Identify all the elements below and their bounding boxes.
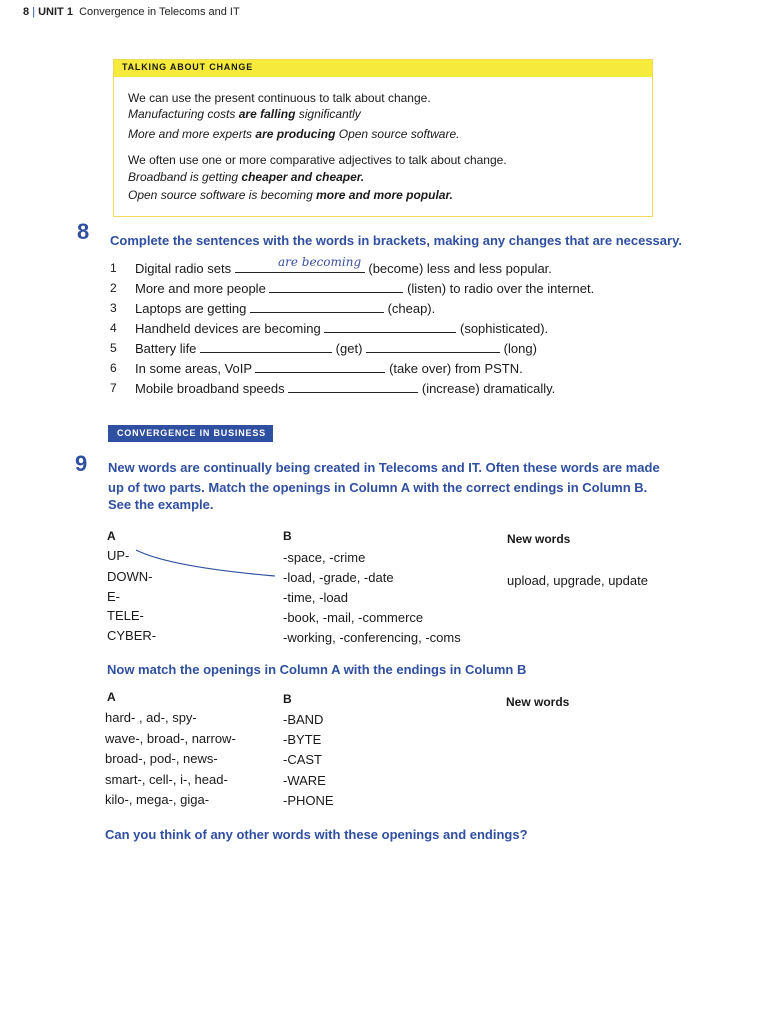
answer-blank[interactable] — [288, 380, 418, 393]
section-banner-label: CONVERGENCE IN BUSINESS — [117, 428, 266, 438]
column-b-item: -load, -grade, -date — [283, 570, 394, 585]
column-a-item: DOWN- — [107, 569, 153, 584]
ex1-part-c: significantly — [295, 107, 361, 121]
ex3-highlight: cheaper and cheaper. — [241, 170, 365, 184]
running-header — [23, 6, 240, 18]
column-a-item: smart-, cell-, i-, head- — [105, 772, 228, 787]
answer-blank[interactable] — [250, 300, 384, 313]
ex4-highlight: more and more popular. — [316, 188, 453, 202]
item-number: 6 — [110, 361, 117, 375]
item-text: In some areas, VoIP — [135, 361, 252, 376]
item-text: More and more people — [135, 281, 266, 296]
column-b-item: -space, -crime — [283, 550, 366, 565]
answer-blank[interactable] — [200, 340, 332, 353]
example-answer: are becoming — [278, 255, 362, 269]
column-a-header: A — [107, 529, 116, 543]
item-hint: (become) less and less popular. — [368, 261, 552, 276]
ex1-part-a: Manufacturing costs — [128, 107, 239, 121]
ex2-part-c: Open source software. — [335, 127, 460, 141]
column-a-item: broad-, pod-, news- — [105, 751, 218, 766]
item-number: 3 — [110, 301, 117, 315]
item-number: 1 — [110, 261, 117, 275]
column-a-item: kilo-, mega-, giga- — [105, 792, 210, 807]
item-hint: (take over) from PSTN. — [389, 361, 523, 376]
item-number: 7 — [110, 381, 117, 395]
column-a-header: A — [107, 690, 116, 704]
item-hint: (sophisticated). — [459, 321, 549, 336]
final-question: Can you think of any other words with these openings and endings? — [105, 827, 528, 842]
exercise-8-instruction: Complete the sentences with the words in brackets, making any changes that are necessary. — [110, 233, 682, 248]
answer-blank[interactable] — [366, 340, 500, 353]
new-words-header: New words — [507, 532, 571, 546]
column-b-item: -working, -conferencing, -coms — [283, 630, 461, 645]
item-number: 4 — [110, 321, 117, 335]
item-text: Battery life — [135, 341, 197, 356]
exercise-9-instruction-2: Now match the openings in Column A with the endings in Column B — [107, 662, 527, 677]
column-b-item: -BAND — [283, 712, 324, 727]
box-example-1 — [128, 107, 361, 121]
column-b-item: -BYTE — [283, 732, 322, 747]
answer-blank[interactable] — [269, 280, 403, 293]
item-hint: (get) — [335, 341, 363, 356]
exercise-8-item — [135, 320, 548, 336]
section-banner — [108, 425, 273, 442]
item-number: 5 — [110, 341, 117, 355]
unit-label: UNIT 1 — [38, 6, 73, 18]
box-intro-1: We can use the present continuous to talk about change. — [128, 91, 431, 105]
exercise-8-number: 8 — [77, 219, 90, 244]
exercise-8-item — [135, 340, 537, 356]
example-new-words: upload, upgrade, update — [507, 573, 648, 588]
exercise-8-item — [135, 360, 523, 376]
column-b-item: -CAST — [283, 752, 322, 767]
column-b-item: -time, -load — [283, 590, 349, 605]
answer-blank[interactable] — [255, 360, 385, 373]
box-example-4 — [128, 188, 453, 202]
answer-blank[interactable] — [324, 320, 456, 333]
column-a-item: CYBER- — [107, 628, 157, 643]
exercise-9-number: 9 — [75, 451, 88, 476]
chapter-title: Convergence in Telecoms and IT — [79, 6, 240, 18]
item-text: Laptops are getting — [135, 301, 247, 316]
column-a-item: UP- — [107, 548, 130, 563]
column-b-header: B — [283, 529, 292, 543]
box-intro-2: We often use one or more comparative adjectives to talk about change. — [128, 153, 507, 167]
item-text: Digital radio sets — [135, 261, 232, 276]
exercise-8-item — [135, 280, 594, 296]
box-example-3 — [128, 170, 364, 184]
item-number: 2 — [110, 281, 117, 295]
column-a-item: wave-, broad-, narrow- — [105, 731, 236, 746]
ex2-highlight: are producing — [255, 127, 336, 141]
header-separator: | — [32, 6, 36, 18]
ex4-part-a: Open source software is becoming — [128, 188, 317, 202]
box-heading: TALKING ABOUT CHANGE — [122, 62, 253, 72]
box-example-2 — [128, 127, 459, 141]
column-a-item: TELE- — [107, 608, 144, 623]
item-text: Handheld devices are becoming — [135, 321, 321, 336]
column-a-item: E- — [107, 589, 120, 604]
column-a-item: hard- , ad-, spy- — [105, 710, 197, 725]
ex2-part-a: More and more experts — [128, 127, 256, 141]
ex3-part-a: Broadband is getting — [128, 170, 242, 184]
column-b-item: -book, -mail, -commerce — [283, 610, 424, 625]
exercise-9-instruction-line-1: New words are continually being created in Telecoms and IT. Often these words are made — [108, 460, 660, 475]
item-hint: (long) — [503, 341, 537, 356]
exercise-9-instruction-line-3: See the example. — [108, 497, 214, 512]
item-hint: (increase) dramatically. — [421, 381, 556, 396]
column-b-item: -WARE — [283, 773, 326, 788]
column-b-header: B — [283, 692, 292, 706]
example-match-line — [130, 545, 280, 581]
exercise-8-item — [135, 300, 435, 316]
exercise-9-instruction-line-2: up of two parts. Match the openings in Column A with the correct endings in Column B. — [108, 480, 648, 495]
new-words-header: New words — [506, 695, 570, 709]
item-hint: (listen) to radio over the internet. — [407, 281, 595, 296]
box-heading-bar — [114, 60, 652, 77]
ex1-highlight: are falling — [238, 107, 296, 121]
column-b-item: -PHONE — [283, 793, 334, 808]
item-hint: (cheap). — [387, 301, 436, 316]
exercise-8-item — [135, 380, 555, 396]
talking-about-change-box — [113, 59, 653, 217]
item-text: Mobile broadband speeds — [135, 381, 285, 396]
page-number: 8 — [23, 6, 30, 18]
